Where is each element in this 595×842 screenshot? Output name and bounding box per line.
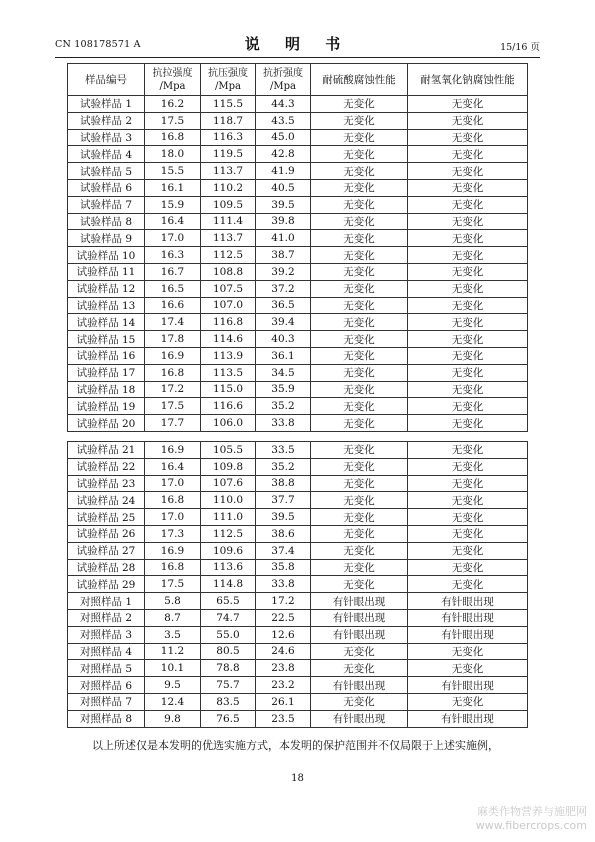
sulfuric-acid-resistance-cell: 无变化	[311, 112, 408, 129]
sulfuric-acid-resistance-cell: 无变化	[311, 381, 408, 398]
tensile-strength-cell: 16.8	[145, 492, 201, 509]
table-row	[68, 677, 528, 694]
sample-id-cell: 试验样品 23	[68, 475, 145, 492]
sample-id-cell: 试验样品 14	[68, 314, 145, 331]
column-header-text: 抗压强度	[208, 67, 248, 79]
flexural-strength-cell: 43.5	[256, 112, 311, 129]
sodium-hydroxide-resistance-cell: 无变化	[408, 163, 528, 180]
sample-id-cell: 试验样品 20	[68, 415, 145, 432]
sulfuric-acid-resistance-cell: 无变化	[311, 213, 408, 230]
sodium-hydroxide-resistance-cell: 无变化	[408, 576, 528, 593]
table-row	[68, 230, 528, 247]
compressive-strength-cell: 78.8	[201, 660, 256, 677]
patent-number: CN 108178571 A	[55, 39, 141, 50]
sample-id-cell: 对照样品 1	[68, 593, 145, 610]
flexural-strength-cell: 41.9	[256, 163, 311, 180]
sodium-hydroxide-resistance-cell: 无变化	[408, 112, 528, 129]
body-text: 以上所述仅是本发明的优选实施方式，本发明的保护范围并不仅局限于上述实施例，	[92, 739, 499, 752]
flexural-strength-cell: 40.3	[256, 331, 311, 348]
sodium-hydroxide-resistance-cell: 无变化	[408, 525, 528, 542]
column-header-text: /Mpa	[270, 80, 296, 92]
sodium-hydroxide-resistance-cell: 无变化	[408, 509, 528, 526]
table-row	[68, 710, 528, 727]
sulfuric-acid-resistance-cell: 无变化	[311, 660, 408, 677]
sodium-hydroxide-resistance-cell: 有针眼出现	[408, 609, 528, 626]
compressive-strength-cell: 113.5	[201, 364, 256, 381]
table-row	[68, 146, 528, 163]
compressive-strength-cell: 55.0	[201, 626, 256, 643]
flexural-strength-cell: 38.7	[256, 247, 311, 264]
sample-id-cell: 试验样品 5	[68, 163, 145, 180]
compressive-strength-cell: 110.0	[201, 492, 256, 509]
results-table-part-1	[67, 63, 528, 432]
document-title: 说 明 书	[244, 35, 351, 53]
compressive-strength-cell: 109.6	[201, 542, 256, 559]
table-row	[68, 559, 528, 576]
flexural-strength-cell: 39.4	[256, 314, 311, 331]
compressive-strength-cell: 116.6	[201, 398, 256, 415]
sodium-hydroxide-resistance-cell: 无变化	[408, 381, 528, 398]
sulfuric-acid-resistance-cell: 无变化	[311, 129, 408, 146]
column-header-text: /Mpa	[215, 80, 241, 92]
tensile-strength-cell: 12.4	[145, 693, 201, 710]
sodium-hydroxide-resistance-cell: 无变化	[408, 146, 528, 163]
sulfuric-acid-resistance-cell: 无变化	[311, 398, 408, 415]
column-header-sodium-hydroxide-resistance	[408, 64, 528, 96]
flexural-strength-cell: 44.3	[256, 96, 311, 113]
column-header-text: 耐氢氧化钠腐蚀性能	[420, 74, 515, 86]
flexural-strength-cell: 24.6	[256, 643, 311, 660]
table-row	[68, 347, 528, 364]
table-row	[68, 626, 528, 643]
compressive-strength-cell: 113.9	[201, 347, 256, 364]
tensile-strength-cell: 3.5	[145, 626, 201, 643]
compressive-strength-cell: 115.5	[201, 96, 256, 113]
sulfuric-acid-resistance-cell: 无变化	[311, 230, 408, 247]
sodium-hydroxide-resistance-cell: 无变化	[408, 96, 528, 113]
sample-id-cell: 对照样品 3	[68, 626, 145, 643]
compressive-strength-cell: 112.5	[201, 247, 256, 264]
compressive-strength-cell: 65.5	[201, 593, 256, 610]
flexural-strength-cell: 34.5	[256, 364, 311, 381]
table-row	[68, 364, 528, 381]
table-row	[68, 314, 528, 331]
table-row	[68, 179, 528, 196]
sulfuric-acid-resistance-cell: 无变化	[311, 415, 408, 432]
sulfuric-acid-resistance-cell: 无变化	[311, 314, 408, 331]
table-row	[68, 196, 528, 213]
sulfuric-acid-resistance-cell: 无变化	[311, 247, 408, 264]
sample-id-cell: 试验样品 10	[68, 247, 145, 264]
sulfuric-acid-resistance-cell: 无变化	[311, 559, 408, 576]
sulfuric-acid-resistance-cell: 无变化	[311, 492, 408, 509]
sodium-hydroxide-resistance-cell: 有针眼出现	[408, 626, 528, 643]
table-body-part-2	[68, 442, 528, 728]
flexural-strength-cell: 38.6	[256, 525, 311, 542]
flexural-strength-cell: 33.8	[256, 576, 311, 593]
page-header	[55, 30, 540, 54]
table-row	[68, 660, 528, 677]
flexural-strength-cell: 17.2	[256, 593, 311, 610]
flexural-strength-cell: 35.8	[256, 559, 311, 576]
sulfuric-acid-resistance-cell: 无变化	[311, 146, 408, 163]
tensile-strength-cell: 17.5	[145, 398, 201, 415]
tensile-strength-cell: 16.2	[145, 96, 201, 113]
results-table-part-2	[67, 441, 528, 728]
watermark-line-1: 麻类作物营养与施肥网	[477, 805, 587, 818]
page-indicator: 15/16 页	[500, 42, 540, 53]
tensile-strength-cell: 16.7	[145, 263, 201, 280]
sample-id-cell: 对照样品 4	[68, 643, 145, 660]
table-row	[68, 542, 528, 559]
sample-id-cell: 试验样品 26	[68, 525, 145, 542]
sodium-hydroxide-resistance-cell: 无变化	[408, 247, 528, 264]
sodium-hydroxide-resistance-cell: 无变化	[408, 415, 528, 432]
sulfuric-acid-resistance-cell: 有针眼出现	[311, 609, 408, 626]
sodium-hydroxide-resistance-cell: 无变化	[408, 559, 528, 576]
table-row	[68, 213, 528, 230]
compressive-strength-cell: 107.6	[201, 475, 256, 492]
table-row	[68, 331, 528, 348]
flexural-strength-cell: 33.8	[256, 415, 311, 432]
compressive-strength-cell: 110.2	[201, 179, 256, 196]
sodium-hydroxide-resistance-cell: 无变化	[408, 398, 528, 415]
sulfuric-acid-resistance-cell: 无变化	[311, 364, 408, 381]
flexural-strength-cell: 39.2	[256, 263, 311, 280]
sample-id-cell: 试验样品 17	[68, 364, 145, 381]
sample-id-cell: 试验样品 27	[68, 542, 145, 559]
table-row	[68, 609, 528, 626]
flexural-strength-cell: 23.8	[256, 660, 311, 677]
table-row	[68, 492, 528, 509]
watermark-line-2: www.fibercrops.com	[475, 819, 587, 832]
tensile-strength-cell: 8.7	[145, 609, 201, 626]
sodium-hydroxide-resistance-cell: 无变化	[408, 213, 528, 230]
sulfuric-acid-resistance-cell: 无变化	[311, 509, 408, 526]
tensile-strength-cell: 10.1	[145, 660, 201, 677]
sulfuric-acid-resistance-cell: 有针眼出现	[311, 626, 408, 643]
table-row	[68, 280, 528, 297]
sulfuric-acid-resistance-cell: 无变化	[311, 263, 408, 280]
sodium-hydroxide-resistance-cell: 无变化	[408, 542, 528, 559]
compressive-strength-cell: 105.5	[201, 442, 256, 459]
sample-id-cell: 试验样品 19	[68, 398, 145, 415]
compressive-strength-cell: 74.7	[201, 609, 256, 626]
flexural-strength-cell: 41.0	[256, 230, 311, 247]
table-row	[68, 381, 528, 398]
tensile-strength-cell: 17.8	[145, 331, 201, 348]
sodium-hydroxide-resistance-cell: 有针眼出现	[408, 710, 528, 727]
sample-id-cell: 试验样品 1	[68, 96, 145, 113]
sample-id-cell: 试验样品 24	[68, 492, 145, 509]
sulfuric-acid-resistance-cell: 无变化	[311, 643, 408, 660]
compressive-strength-cell: 116.8	[201, 314, 256, 331]
flexural-strength-cell: 35.2	[256, 398, 311, 415]
compressive-strength-cell: 118.7	[201, 112, 256, 129]
sodium-hydroxide-resistance-cell: 无变化	[408, 458, 528, 475]
flexural-strength-cell: 33.5	[256, 442, 311, 459]
sample-id-cell: 试验样品 3	[68, 129, 145, 146]
flexural-strength-cell: 22.5	[256, 609, 311, 626]
sulfuric-acid-resistance-cell: 无变化	[311, 458, 408, 475]
sample-id-cell: 试验样品 16	[68, 347, 145, 364]
flexural-strength-cell: 36.1	[256, 347, 311, 364]
watermark	[476, 805, 587, 833]
compressive-strength-cell: 114.8	[201, 576, 256, 593]
table-row	[68, 475, 528, 492]
compressive-strength-cell: 114.6	[201, 331, 256, 348]
flexural-strength-cell: 37.7	[256, 492, 311, 509]
sample-id-cell: 试验样品 22	[68, 458, 145, 475]
compressive-strength-cell: 113.6	[201, 559, 256, 576]
flexural-strength-cell: 40.5	[256, 179, 311, 196]
table-row	[68, 263, 528, 280]
sodium-hydroxide-resistance-cell: 无变化	[408, 693, 528, 710]
compressive-strength-cell: 116.3	[201, 129, 256, 146]
tensile-strength-cell: 16.9	[145, 347, 201, 364]
table-row	[68, 163, 528, 180]
sulfuric-acid-resistance-cell: 无变化	[311, 331, 408, 348]
flexural-strength-cell: 45.0	[256, 129, 311, 146]
tensile-strength-cell: 9.5	[145, 677, 201, 694]
column-header-text: 抗折强度	[263, 67, 303, 79]
column-header-flexural-strength	[256, 64, 311, 96]
column-header-sulfuric-acid-resistance	[311, 64, 408, 96]
header-rule	[55, 57, 540, 58]
sodium-hydroxide-resistance-cell: 无变化	[408, 297, 528, 314]
sodium-hydroxide-resistance-cell: 无变化	[408, 263, 528, 280]
sodium-hydroxide-resistance-cell: 无变化	[408, 475, 528, 492]
sample-id-cell: 试验样品 18	[68, 381, 145, 398]
tensile-strength-cell: 5.8	[145, 593, 201, 610]
sample-id-cell: 试验样品 6	[68, 179, 145, 196]
page-number: 18	[291, 773, 304, 784]
compressive-strength-cell: 113.7	[201, 230, 256, 247]
table-header-row	[68, 64, 528, 96]
compressive-strength-cell: 107.0	[201, 297, 256, 314]
sample-id-cell: 试验样品 13	[68, 297, 145, 314]
sample-id-cell: 试验样品 8	[68, 213, 145, 230]
flexural-strength-cell: 39.5	[256, 509, 311, 526]
tensile-strength-cell: 16.4	[145, 458, 201, 475]
table-row	[68, 576, 528, 593]
flexural-strength-cell: 39.8	[256, 213, 311, 230]
flexural-strength-cell: 23.5	[256, 710, 311, 727]
flexural-strength-cell: 35.9	[256, 381, 311, 398]
sulfuric-acid-resistance-cell: 无变化	[311, 280, 408, 297]
tensile-strength-cell: 16.9	[145, 542, 201, 559]
table-row	[68, 398, 528, 415]
column-header-tensile-strength	[145, 64, 201, 96]
column-header-compressive-strength	[201, 64, 256, 96]
sample-id-cell: 试验样品 9	[68, 230, 145, 247]
compressive-strength-cell: 111.0	[201, 509, 256, 526]
tensile-strength-cell: 17.0	[145, 509, 201, 526]
tensile-strength-cell: 16.9	[145, 442, 201, 459]
column-header-text: /Mpa	[159, 80, 186, 92]
tensile-strength-cell: 17.0	[145, 475, 201, 492]
tensile-strength-cell: 16.6	[145, 297, 201, 314]
tensile-strength-cell: 16.8	[145, 559, 201, 576]
table-body-part-1	[68, 96, 528, 432]
sulfuric-acid-resistance-cell: 有针眼出现	[311, 593, 408, 610]
column-header-sample-id	[68, 64, 145, 96]
tensile-strength-cell: 16.4	[145, 213, 201, 230]
table-row	[68, 297, 528, 314]
sodium-hydroxide-resistance-cell: 无变化	[408, 331, 528, 348]
table-row	[68, 593, 528, 610]
column-header-text: 抗拉强度	[152, 67, 193, 79]
tensile-strength-cell: 16.8	[145, 364, 201, 381]
flexural-strength-cell: 35.2	[256, 458, 311, 475]
sodium-hydroxide-resistance-cell: 无变化	[408, 347, 528, 364]
sample-id-cell: 试验样品 11	[68, 263, 145, 280]
sulfuric-acid-resistance-cell: 无变化	[311, 297, 408, 314]
flexural-strength-cell: 42.8	[256, 146, 311, 163]
compressive-strength-cell: 109.8	[201, 458, 256, 475]
sulfuric-acid-resistance-cell: 无变化	[311, 525, 408, 542]
tensile-strength-cell: 16.5	[145, 280, 201, 297]
sulfuric-acid-resistance-cell: 无变化	[311, 576, 408, 593]
tensile-strength-cell: 16.3	[145, 247, 201, 264]
sulfuric-acid-resistance-cell: 无变化	[311, 196, 408, 213]
sample-id-cell: 试验样品 12	[68, 280, 145, 297]
compressive-strength-cell: 80.5	[201, 643, 256, 660]
compressive-strength-cell: 115.0	[201, 381, 256, 398]
tensile-strength-cell: 17.7	[145, 415, 201, 432]
sodium-hydroxide-resistance-cell: 无变化	[408, 179, 528, 196]
flexural-strength-cell: 12.6	[256, 626, 311, 643]
tensile-strength-cell: 11.2	[145, 643, 201, 660]
tensile-strength-cell: 17.2	[145, 381, 201, 398]
compressive-strength-cell: 113.7	[201, 163, 256, 180]
compressive-strength-cell: 76.5	[201, 710, 256, 727]
flexural-strength-cell: 39.5	[256, 196, 311, 213]
sodium-hydroxide-resistance-cell: 无变化	[408, 129, 528, 146]
tensile-strength-cell: 17.0	[145, 230, 201, 247]
sulfuric-acid-resistance-cell: 有针眼出现	[311, 677, 408, 694]
sample-id-cell: 试验样品 7	[68, 196, 145, 213]
sodium-hydroxide-resistance-cell: 有针眼出现	[408, 677, 528, 694]
sample-id-cell: 试验样品 21	[68, 442, 145, 459]
sample-id-cell: 试验样品 2	[68, 112, 145, 129]
sample-id-cell: 对照样品 8	[68, 710, 145, 727]
compressive-strength-cell: 109.5	[201, 196, 256, 213]
sulfuric-acid-resistance-cell: 无变化	[311, 442, 408, 459]
sample-id-cell: 对照样品 5	[68, 660, 145, 677]
tensile-strength-cell: 17.4	[145, 314, 201, 331]
tensile-strength-cell: 17.5	[145, 112, 201, 129]
table-row	[68, 112, 528, 129]
tensile-strength-cell: 9.8	[145, 710, 201, 727]
sulfuric-acid-resistance-cell: 有针眼出现	[311, 710, 408, 727]
flexural-strength-cell: 37.2	[256, 280, 311, 297]
column-header-text: 耐硫酸腐蚀性能	[322, 74, 396, 86]
sample-id-cell: 试验样品 28	[68, 559, 145, 576]
sulfuric-acid-resistance-cell: 无变化	[311, 347, 408, 364]
sample-id-cell: 对照样品 6	[68, 677, 145, 694]
flexural-strength-cell: 36.5	[256, 297, 311, 314]
sodium-hydroxide-resistance-cell: 无变化	[408, 643, 528, 660]
table-row	[68, 525, 528, 542]
compressive-strength-cell: 107.5	[201, 280, 256, 297]
table-row	[68, 509, 528, 526]
sodium-hydroxide-resistance-cell: 无变化	[408, 280, 528, 297]
sodium-hydroxide-resistance-cell: 无变化	[408, 230, 528, 247]
sodium-hydroxide-resistance-cell: 无变化	[408, 196, 528, 213]
sulfuric-acid-resistance-cell: 无变化	[311, 693, 408, 710]
flexural-strength-cell: 23.2	[256, 677, 311, 694]
sodium-hydroxide-resistance-cell: 无变化	[408, 492, 528, 509]
sulfuric-acid-resistance-cell: 无变化	[311, 179, 408, 196]
sodium-hydroxide-resistance-cell: 无变化	[408, 660, 528, 677]
compressive-strength-cell: 112.5	[201, 525, 256, 542]
column-header-text: 样品编号	[85, 74, 127, 86]
compressive-strength-cell: 119.5	[201, 146, 256, 163]
table-row	[68, 96, 528, 113]
sodium-hydroxide-resistance-cell: 无变化	[408, 364, 528, 381]
sulfuric-acid-resistance-cell: 无变化	[311, 475, 408, 492]
tensile-strength-cell: 16.8	[145, 129, 201, 146]
flexural-strength-cell: 37.4	[256, 542, 311, 559]
tensile-strength-cell: 15.5	[145, 163, 201, 180]
table-row	[68, 415, 528, 432]
tensile-strength-cell: 18.0	[145, 146, 201, 163]
tensile-strength-cell: 17.3	[145, 525, 201, 542]
compressive-strength-cell: 106.0	[201, 415, 256, 432]
tensile-strength-cell: 16.1	[145, 179, 201, 196]
sodium-hydroxide-resistance-cell: 无变化	[408, 314, 528, 331]
sample-id-cell: 试验样品 25	[68, 509, 145, 526]
compressive-strength-cell: 108.8	[201, 263, 256, 280]
tensile-strength-cell: 15.9	[145, 196, 201, 213]
flexural-strength-cell: 26.1	[256, 693, 311, 710]
tensile-strength-cell: 17.5	[145, 576, 201, 593]
compressive-strength-cell: 111.4	[201, 213, 256, 230]
sample-id-cell: 试验样品 15	[68, 331, 145, 348]
flexural-strength-cell: 38.8	[256, 475, 311, 492]
table-row	[68, 643, 528, 660]
sample-id-cell: 对照样品 7	[68, 693, 145, 710]
sample-id-cell: 试验样品 4	[68, 146, 145, 163]
sample-id-cell: 对照样品 2	[68, 609, 145, 626]
sodium-hydroxide-resistance-cell: 无变化	[408, 442, 528, 459]
table-row	[68, 693, 528, 710]
sulfuric-acid-resistance-cell: 无变化	[311, 96, 408, 113]
sodium-hydroxide-resistance-cell: 有针眼出现	[408, 593, 528, 610]
sulfuric-acid-resistance-cell: 无变化	[311, 163, 408, 180]
table-row	[68, 247, 528, 264]
sulfuric-acid-resistance-cell: 无变化	[311, 542, 408, 559]
compressive-strength-cell: 83.5	[201, 693, 256, 710]
table-row	[68, 458, 528, 475]
table-row	[68, 129, 528, 146]
compressive-strength-cell: 75.7	[201, 677, 256, 694]
sample-id-cell: 试验样品 29	[68, 576, 145, 593]
table-row	[68, 442, 528, 459]
